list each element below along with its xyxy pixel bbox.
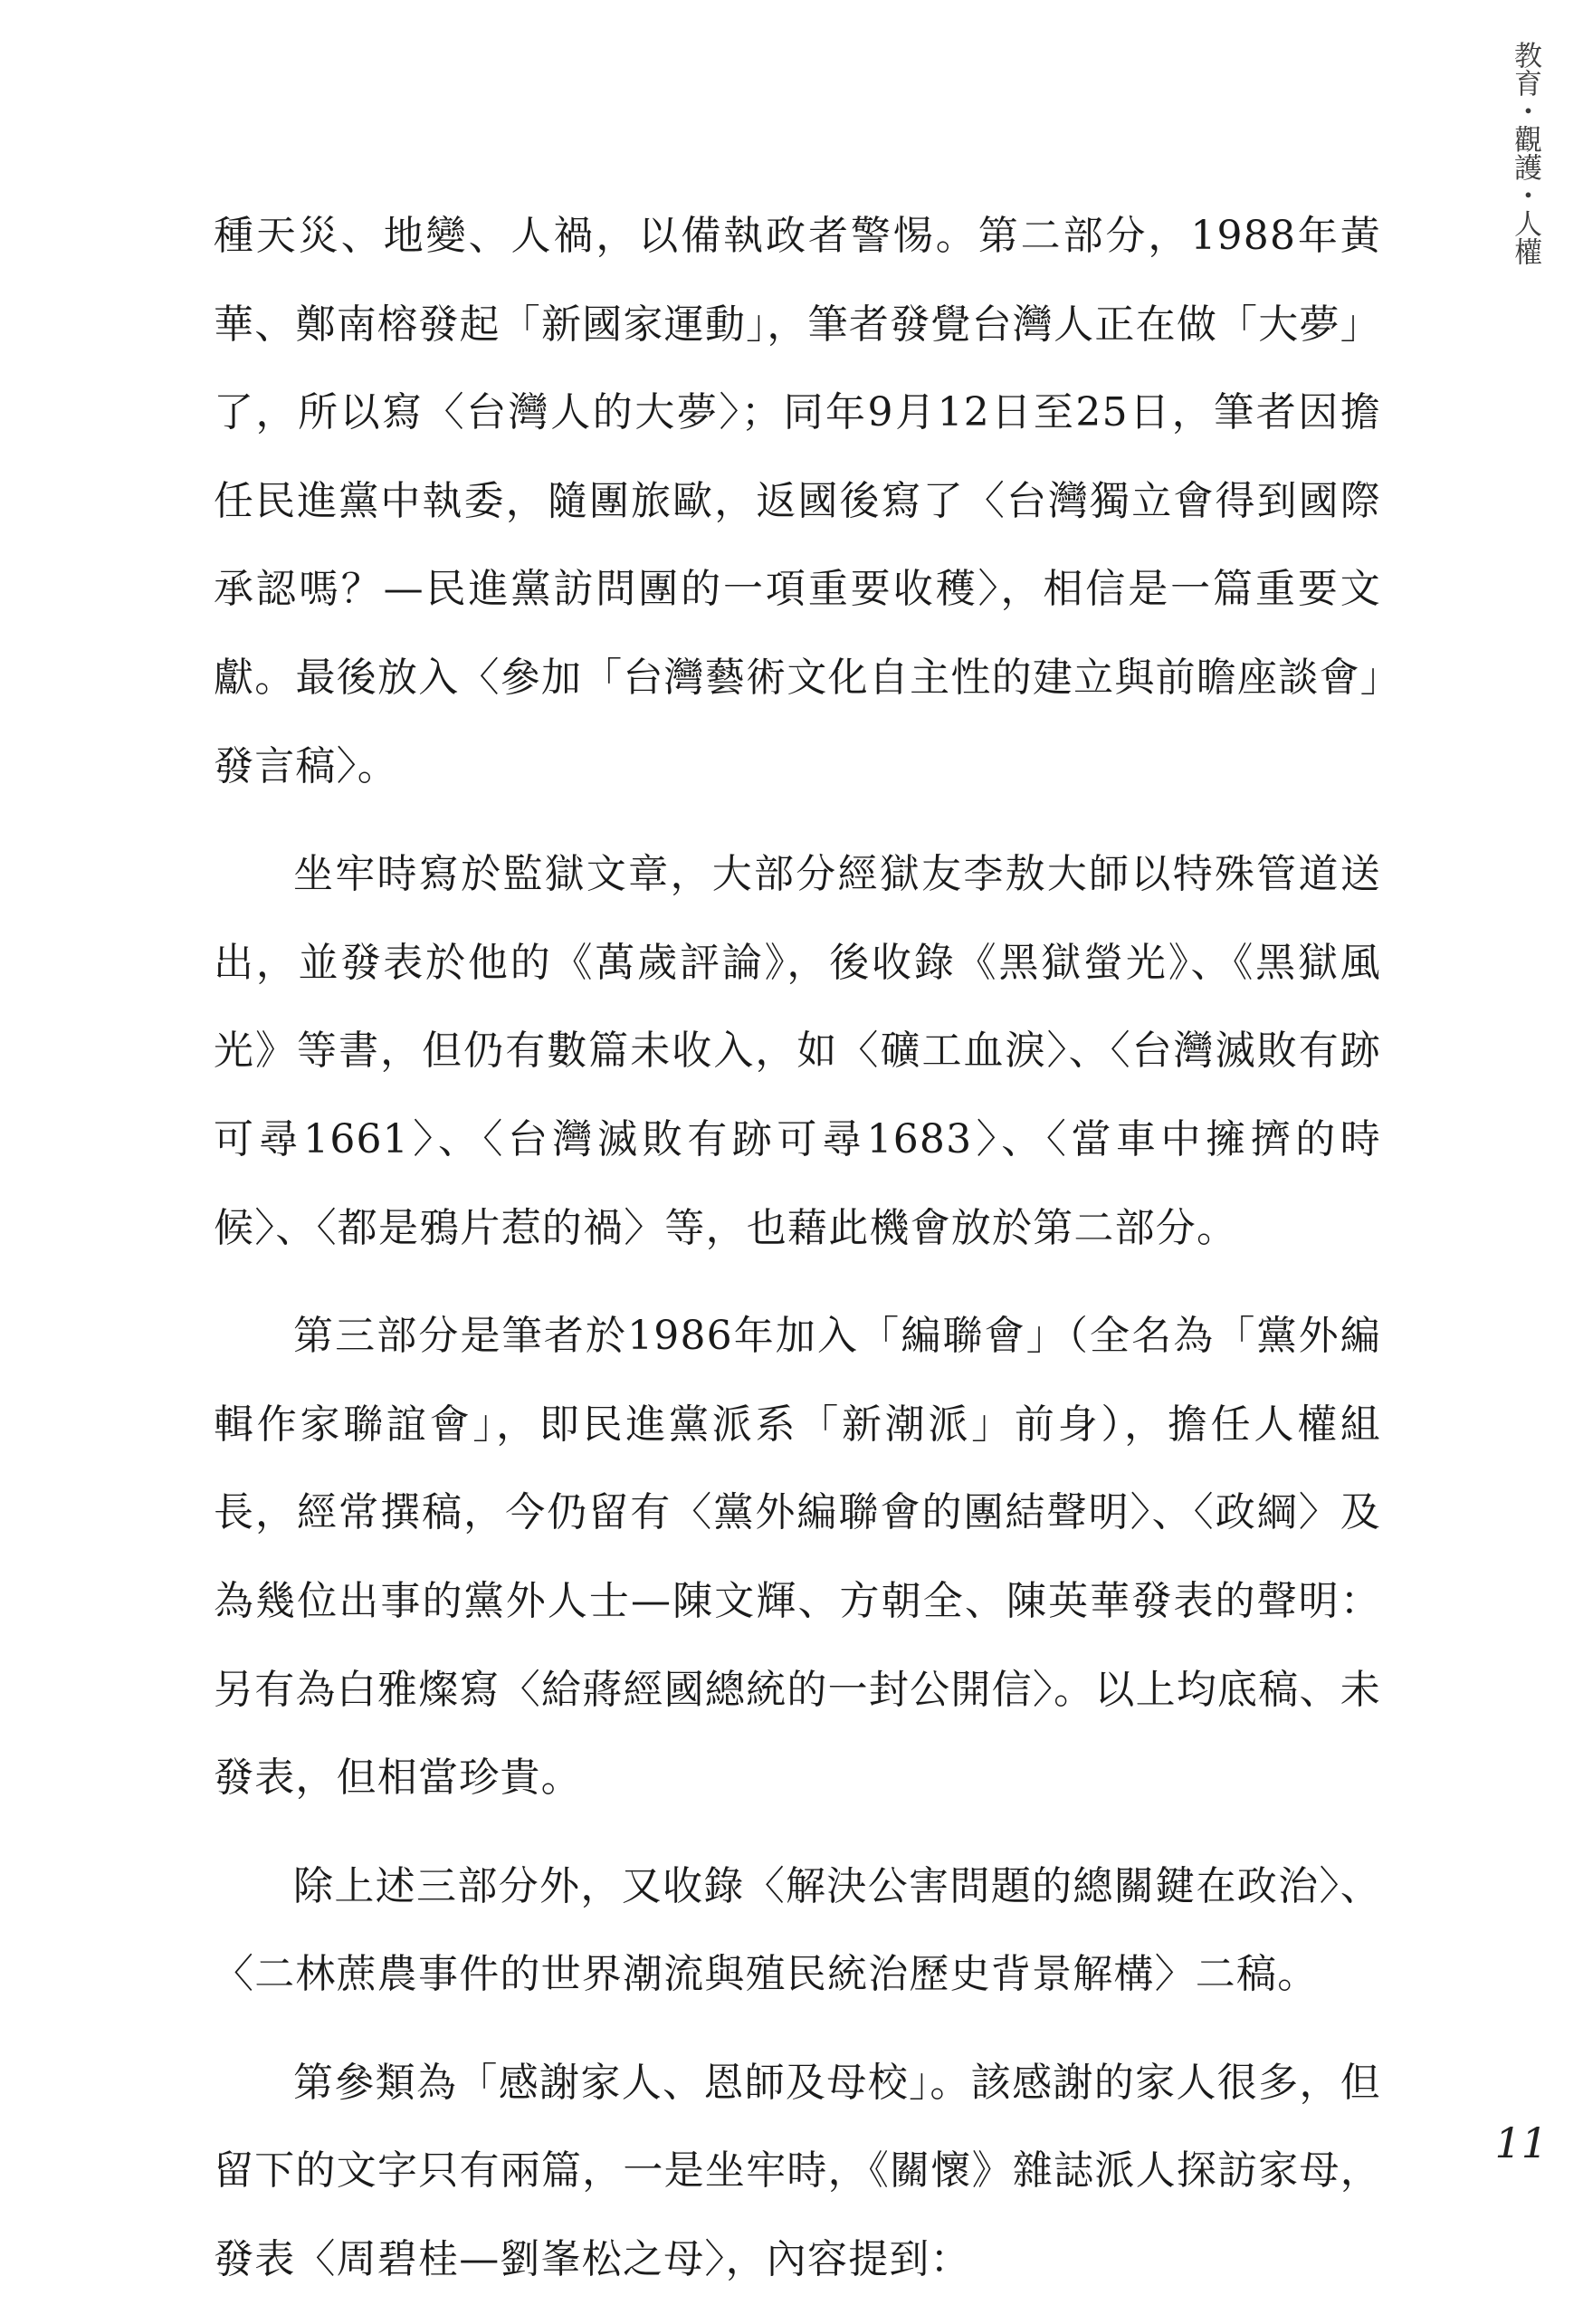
running-head: 教育・觀護・人權 (1509, 41, 1541, 265)
body-text (214, 192, 1381, 2324)
paragraph-prison-writings: 坐牢時寫於監獄文章，大部分經獄友李敖大師以特殊管道送出，並發表於他的《萬歲評論》，後收錄《黑獄螢光》、《黑獄風光》等書，但仍有數篇未收入，如〈礦工血淚〉、〈台灣滅敗有跡可尋1661〉、〈台灣滅敗有跡可尋1683〉、〈當車中擁擠的時候〉、〈都是鴉片惹的禍〉等，也藉此機會放於第二部分。 (214, 851, 1381, 1251)
paragraph-additional: 除上述三部分外，又收錄〈解決公害問題的總關鍵在政治〉、〈二林蔗農事件的世界潮流與殖民統治歷史背景解構〉二稿。 (214, 1862, 1381, 1998)
page-number: 11 (1494, 2118, 1548, 2167)
paragraph-category-three: 第參類為「感謝家人、恩師及母校」。該感謝的家人很多，但留下的文字只有兩篇，一是坐牢時，《關懷》雜誌派人探訪家母，發表〈周碧桂—劉峯松之母〉，內容提到： (214, 2059, 1381, 2283)
paragraph-continuation: 種天災、地變、人禍，以備執政者警惕。第二部分，1988年黃華、鄭南榕發起「新國家運動」，筆者發覺台灣人正在做「大夢」了，所以寫〈台灣人的大夢〉；同年9月12日至25日，筆者因擔任民進黨中執委，隨團旅歐，返國後寫了〈台灣獨立會得到國際承認嗎？—民進黨訪問團的一項重要收穫〉，相信是一篇重要文獻。最後放入〈參加「台灣藝術文化自主性的建立與前瞻座談會」發言稿〉。 (214, 213, 1381, 789)
paragraph-part-three: 第三部分是筆者於1986年加入「編聯會」（全名為「黨外編輯作家聯誼會」，即民進黨派系「新潮派」前身），擔任人權組長，經常撰稿，今仍留有〈黨外編聯會的團結聲明〉、〈政綱〉及為幾位出事的黨外人士—陳文輝、方朝全、陳英華發表的聲明：另有為白雅燦寫〈給蔣經國總統的一封公開信〉。以上均底稿、未發表，但相當珍貴。 (214, 1313, 1381, 1802)
